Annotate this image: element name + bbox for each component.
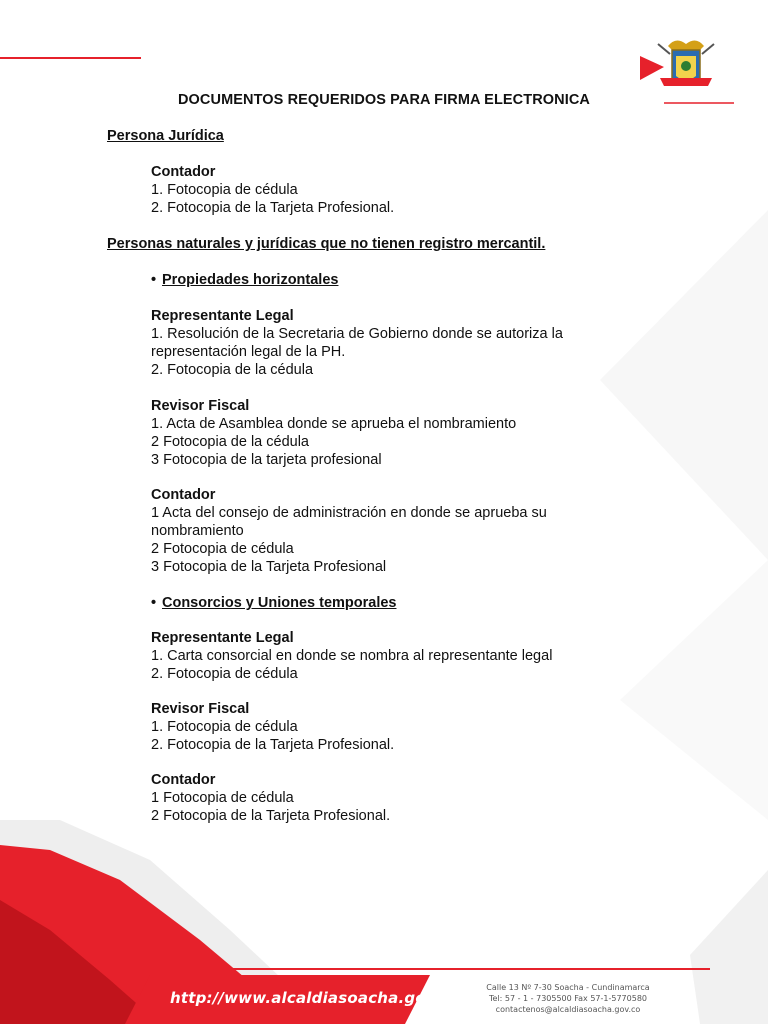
- footer-phones: Tel: 57 - 1 - 7305500 Fax 57-1-5770580: [488, 994, 647, 1003]
- list-item: 2 Fotocopia de la Tarjeta Profesional.: [151, 808, 391, 824]
- subheading-revisor-fiscal: Revisor Fiscal: [151, 701, 250, 717]
- list-item: 3 Fotocopia de la tarjeta profesional: [151, 452, 382, 468]
- list-item: 1 Fotocopia de cédula: [151, 790, 294, 806]
- list-item: 1. Resolución de la Secretaria de Gobierno donde se autoriza la: [151, 326, 563, 342]
- list-item: 2. Fotocopia de la Tarjeta Profesional.: [151, 737, 395, 753]
- list-item: 1. Fotocopia de cédula: [151, 719, 298, 735]
- bullet-label: Propiedades horizontales: [162, 272, 339, 288]
- list-item: 2. Fotocopia de la cédula: [151, 362, 314, 378]
- list-item: 2 Fotocopia de la cédula: [151, 434, 309, 450]
- footer-email: contactenos@alcaldiasoacha.gov.co: [495, 1005, 641, 1014]
- list-item: 2. Fotocopia de la Tarjeta Profesional.: [151, 200, 395, 216]
- header-accent-line: [0, 57, 141, 59]
- list-item: representación legal de la PH.: [151, 344, 346, 360]
- section-heading-personas-naturales: Personas naturales y jurídicas que no tienen registro mercantil.: [107, 236, 546, 252]
- subheading-representante-legal: Representante Legal: [151, 630, 294, 646]
- subheading-contador: Contador: [151, 772, 216, 788]
- bullet-label: Consorcios y Uniones temporales: [162, 595, 397, 611]
- list-item: 1. Acta de Asamblea donde se aprueba el nombramiento: [151, 416, 517, 432]
- subheading-revisor-fiscal: Revisor Fiscal: [151, 398, 250, 414]
- list-item: nombramiento: [151, 523, 244, 539]
- list-item: 2 Fotocopia de cédula: [151, 541, 294, 557]
- bullet-consorcios: [151, 594, 396, 612]
- subheading-contador: Contador: [151, 487, 216, 503]
- section-heading-persona-juridica: Persona Jurídica: [107, 128, 224, 144]
- footer-contact-info: [468, 982, 668, 1015]
- subheading-representante-legal: Representante Legal: [151, 308, 294, 324]
- list-item: 1. Carta consorcial en donde se nombra al representante legal: [151, 648, 553, 664]
- list-item: 2. Fotocopia de cédula: [151, 666, 298, 682]
- list-item: 1. Fotocopia de cédula: [151, 182, 298, 198]
- list-item: 1 Acta del consejo de administración en donde se aprueba su: [151, 505, 547, 521]
- list-item: 3 Fotocopia de la Tarjeta Profesional: [151, 559, 387, 575]
- bullet-propiedades-horizontales: [151, 271, 338, 289]
- bullet-icon: •: [151, 272, 157, 288]
- footer-website-link[interactable]: http://www.alcaldiasoacha.gov.co/: [170, 989, 466, 1007]
- footer-accent-line: [218, 968, 710, 970]
- bullet-icon: •: [151, 595, 157, 611]
- subheading-contador: Contador: [151, 164, 216, 180]
- footer-address: Calle 13 Nº 7-30 Soacha - Cundinamarca: [486, 983, 650, 992]
- document-title: DOCUMENTOS REQUERIDOS PARA FIRMA ELECTRONICA: [177, 92, 591, 108]
